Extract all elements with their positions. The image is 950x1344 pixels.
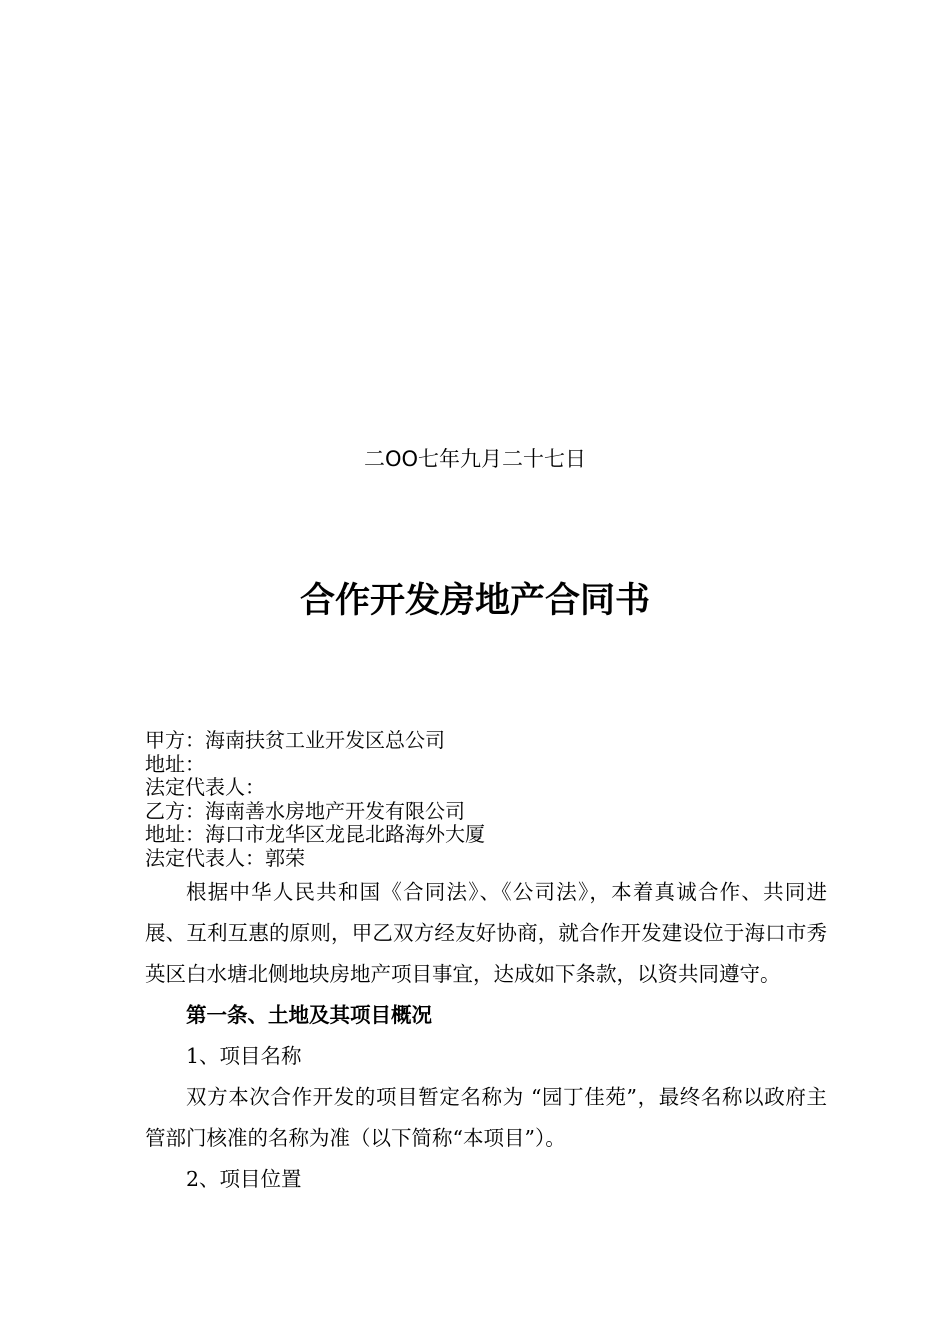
article-1-heading: 第一条、土地及其项目概况 <box>186 1003 432 1027</box>
parties-block <box>145 729 825 871</box>
party-a-representative: 法定代表人： <box>145 775 265 800</box>
item-1-paragraph: 双方本次合作开发的项目暂定名称为 “园丁佳苑”，最终名称以政府主管部门核准的名称为准（以下简称“本项目”）。 <box>145 1085 827 1150</box>
party-a-name: 甲方：海南扶贫工业开发区总公司 <box>145 728 445 752</box>
party-a-address: 地址： <box>145 751 205 776</box>
preamble-paragraph: 根据中华人民共和国《合同法》、《公司法》，本着真诚合作、共同进展、互利互惠的原则，甲乙双方经友好协商，就合作开发建设位于海口市秀英区白水塘北侧地块房地产项目事宜，达成如下条款，以资共同遵守。 <box>145 880 827 986</box>
party-b-representative: 法定代表人：郭荣 <box>145 845 305 870</box>
item-1-title: 1、项目名称 <box>186 1044 302 1068</box>
party-b-name: 乙方：海南善水房地产开发有限公司 <box>145 798 465 823</box>
contract-date: 二OO七年九月二十七日 <box>363 447 587 471</box>
item-2-title: 2、项目位置 <box>186 1167 302 1191</box>
contract-title: 合作开发房地产合同书 <box>299 581 650 621</box>
party-b-address: 地址：海口市龙华区龙昆北路海外大厦 <box>145 822 485 847</box>
contract-body <box>145 872 827 1200</box>
